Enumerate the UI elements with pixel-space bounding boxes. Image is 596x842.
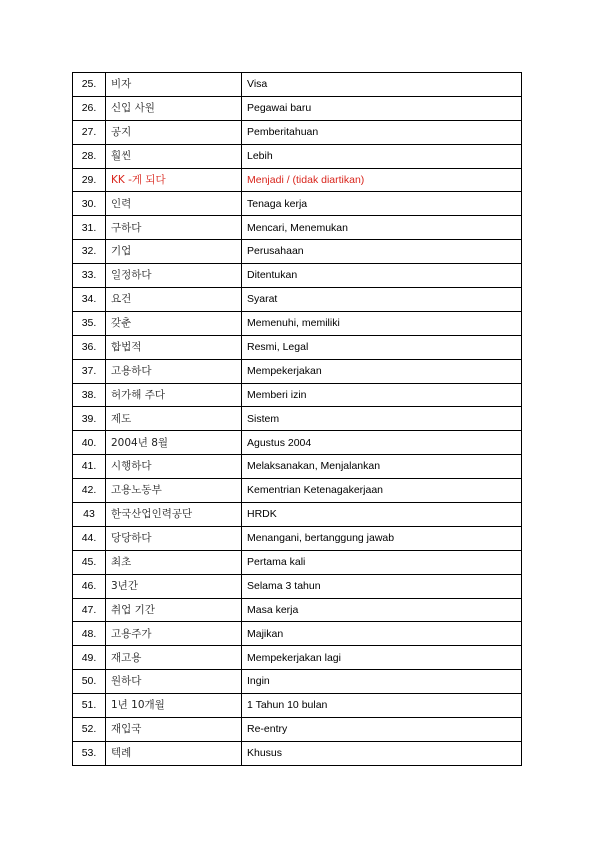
table-row bbox=[73, 694, 522, 718]
korean-term-cell: 텍례 bbox=[106, 741, 242, 765]
korean-term-cell: 기업 bbox=[106, 240, 242, 264]
indonesian-translation-cell: Masa kerja bbox=[242, 598, 522, 622]
row-number-cell: 53. bbox=[73, 741, 106, 765]
row-number-cell: 31. bbox=[73, 216, 106, 240]
table-row bbox=[73, 192, 522, 216]
korean-term-cell: 2004년 8월 bbox=[106, 431, 242, 455]
table-row bbox=[73, 574, 522, 598]
indonesian-translation-cell: Agustus 2004 bbox=[242, 431, 522, 455]
indonesian-translation-cell: Perusahaan bbox=[242, 240, 522, 264]
row-number-cell: 52. bbox=[73, 718, 106, 742]
indonesian-translation-cell: Menangani, bertanggung jawab bbox=[242, 526, 522, 550]
korean-term-cell: 3년간 bbox=[106, 574, 242, 598]
table-row bbox=[73, 646, 522, 670]
table-row bbox=[73, 455, 522, 479]
row-number-cell: 50. bbox=[73, 670, 106, 694]
row-number-cell: 43 bbox=[73, 503, 106, 527]
korean-term-cell: 취업 기간 bbox=[106, 598, 242, 622]
korean-term-cell: KK -게 되다 bbox=[106, 168, 242, 192]
korean-term-cell: 1년 10개월 bbox=[106, 694, 242, 718]
row-number-cell: 39. bbox=[73, 407, 106, 431]
indonesian-translation-cell: Khusus bbox=[242, 741, 522, 765]
indonesian-translation-cell: Memenuhi, memiliki bbox=[242, 311, 522, 335]
table-row bbox=[73, 526, 522, 550]
row-number-cell: 28. bbox=[73, 144, 106, 168]
indonesian-translation-cell: Melaksanakan, Menjalankan bbox=[242, 455, 522, 479]
korean-term-cell: 합법적 bbox=[106, 335, 242, 359]
table-row bbox=[73, 120, 522, 144]
row-number-cell: 32. bbox=[73, 240, 106, 264]
row-number-cell: 45. bbox=[73, 550, 106, 574]
table-row bbox=[73, 718, 522, 742]
indonesian-translation-cell: Resmi, Legal bbox=[242, 335, 522, 359]
indonesian-translation-cell: Pertama kali bbox=[242, 550, 522, 574]
korean-term-cell: 한국산업인력공단 bbox=[106, 503, 242, 527]
row-number-cell: 27. bbox=[73, 120, 106, 144]
indonesian-translation-cell: Ditentukan bbox=[242, 264, 522, 288]
row-number-cell: 42. bbox=[73, 479, 106, 503]
table-row bbox=[73, 503, 522, 527]
indonesian-translation-cell: Menjadi / (tidak diartikan) bbox=[242, 168, 522, 192]
row-number-cell: 37. bbox=[73, 359, 106, 383]
indonesian-translation-cell: Pegawai baru bbox=[242, 96, 522, 120]
korean-term-cell: 재고용 bbox=[106, 646, 242, 670]
korean-term-cell: 제도 bbox=[106, 407, 242, 431]
korean-term-cell: 공지 bbox=[106, 120, 242, 144]
indonesian-translation-cell: Mempekerjakan bbox=[242, 359, 522, 383]
indonesian-translation-cell: Mempekerjakan lagi bbox=[242, 646, 522, 670]
korean-term-cell: 고용주가 bbox=[106, 622, 242, 646]
korean-term-cell: 훨씬 bbox=[106, 144, 242, 168]
table-row bbox=[73, 383, 522, 407]
korean-term-cell: 시행하다 bbox=[106, 455, 242, 479]
table-row bbox=[73, 598, 522, 622]
table-row bbox=[73, 335, 522, 359]
korean-term-cell: 허가해 주다 bbox=[106, 383, 242, 407]
table-row bbox=[73, 288, 522, 312]
table-row bbox=[73, 407, 522, 431]
row-number-cell: 26. bbox=[73, 96, 106, 120]
indonesian-translation-cell: Memberi izin bbox=[242, 383, 522, 407]
indonesian-translation-cell: Syarat bbox=[242, 288, 522, 312]
korean-term-cell: 비자 bbox=[106, 73, 242, 97]
row-number-cell: 44. bbox=[73, 526, 106, 550]
row-number-cell: 41. bbox=[73, 455, 106, 479]
vocabulary-table-body bbox=[73, 73, 522, 766]
vocabulary-table bbox=[72, 72, 522, 766]
indonesian-translation-cell: HRDK bbox=[242, 503, 522, 527]
table-row bbox=[73, 311, 522, 335]
indonesian-translation-cell: 1 Tahun 10 bulan bbox=[242, 694, 522, 718]
row-number-cell: 48. bbox=[73, 622, 106, 646]
row-number-cell: 30. bbox=[73, 192, 106, 216]
indonesian-translation-cell: Selama 3 tahun bbox=[242, 574, 522, 598]
korean-term-cell: 갖춘 bbox=[106, 311, 242, 335]
indonesian-translation-cell: Mencari, Menemukan bbox=[242, 216, 522, 240]
table-row bbox=[73, 264, 522, 288]
indonesian-translation-cell: Majikan bbox=[242, 622, 522, 646]
korean-term-cell: 고용하다 bbox=[106, 359, 242, 383]
row-number-cell: 34. bbox=[73, 288, 106, 312]
table-row bbox=[73, 431, 522, 455]
row-number-cell: 35. bbox=[73, 311, 106, 335]
indonesian-translation-cell: Ingin bbox=[242, 670, 522, 694]
indonesian-translation-cell: Lebih bbox=[242, 144, 522, 168]
table-row bbox=[73, 479, 522, 503]
row-number-cell: 29. bbox=[73, 168, 106, 192]
table-row bbox=[73, 240, 522, 264]
table-row bbox=[73, 96, 522, 120]
indonesian-translation-cell: Pemberitahuan bbox=[242, 120, 522, 144]
row-number-cell: 49. bbox=[73, 646, 106, 670]
indonesian-translation-cell: Kementrian Ketenagakerjaan bbox=[242, 479, 522, 503]
row-number-cell: 51. bbox=[73, 694, 106, 718]
korean-term-cell: 요건 bbox=[106, 288, 242, 312]
korean-term-cell: 신입 사원 bbox=[106, 96, 242, 120]
row-number-cell: 47. bbox=[73, 598, 106, 622]
indonesian-translation-cell: Visa bbox=[242, 73, 522, 97]
row-number-cell: 25. bbox=[73, 73, 106, 97]
korean-term-cell: 최초 bbox=[106, 550, 242, 574]
row-number-cell: 33. bbox=[73, 264, 106, 288]
korean-term-cell: 원하다 bbox=[106, 670, 242, 694]
korean-term-cell: 고용노동부 bbox=[106, 479, 242, 503]
korean-term-cell: 재입국 bbox=[106, 718, 242, 742]
row-number-cell: 36. bbox=[73, 335, 106, 359]
indonesian-translation-cell: Re-entry bbox=[242, 718, 522, 742]
row-number-cell: 40. bbox=[73, 431, 106, 455]
table-row bbox=[73, 741, 522, 765]
table-row bbox=[73, 670, 522, 694]
table-row bbox=[73, 622, 522, 646]
korean-term-cell: 구하다 bbox=[106, 216, 242, 240]
indonesian-translation-cell: Tenaga kerja bbox=[242, 192, 522, 216]
table-row bbox=[73, 168, 522, 192]
korean-term-cell: 당당하다 bbox=[106, 526, 242, 550]
korean-term-cell: 일정하다 bbox=[106, 264, 242, 288]
table-row bbox=[73, 73, 522, 97]
table-row bbox=[73, 144, 522, 168]
indonesian-translation-cell: Sistem bbox=[242, 407, 522, 431]
korean-term-cell: 인력 bbox=[106, 192, 242, 216]
table-row bbox=[73, 550, 522, 574]
table-row bbox=[73, 359, 522, 383]
row-number-cell: 46. bbox=[73, 574, 106, 598]
row-number-cell: 38. bbox=[73, 383, 106, 407]
table-row bbox=[73, 216, 522, 240]
